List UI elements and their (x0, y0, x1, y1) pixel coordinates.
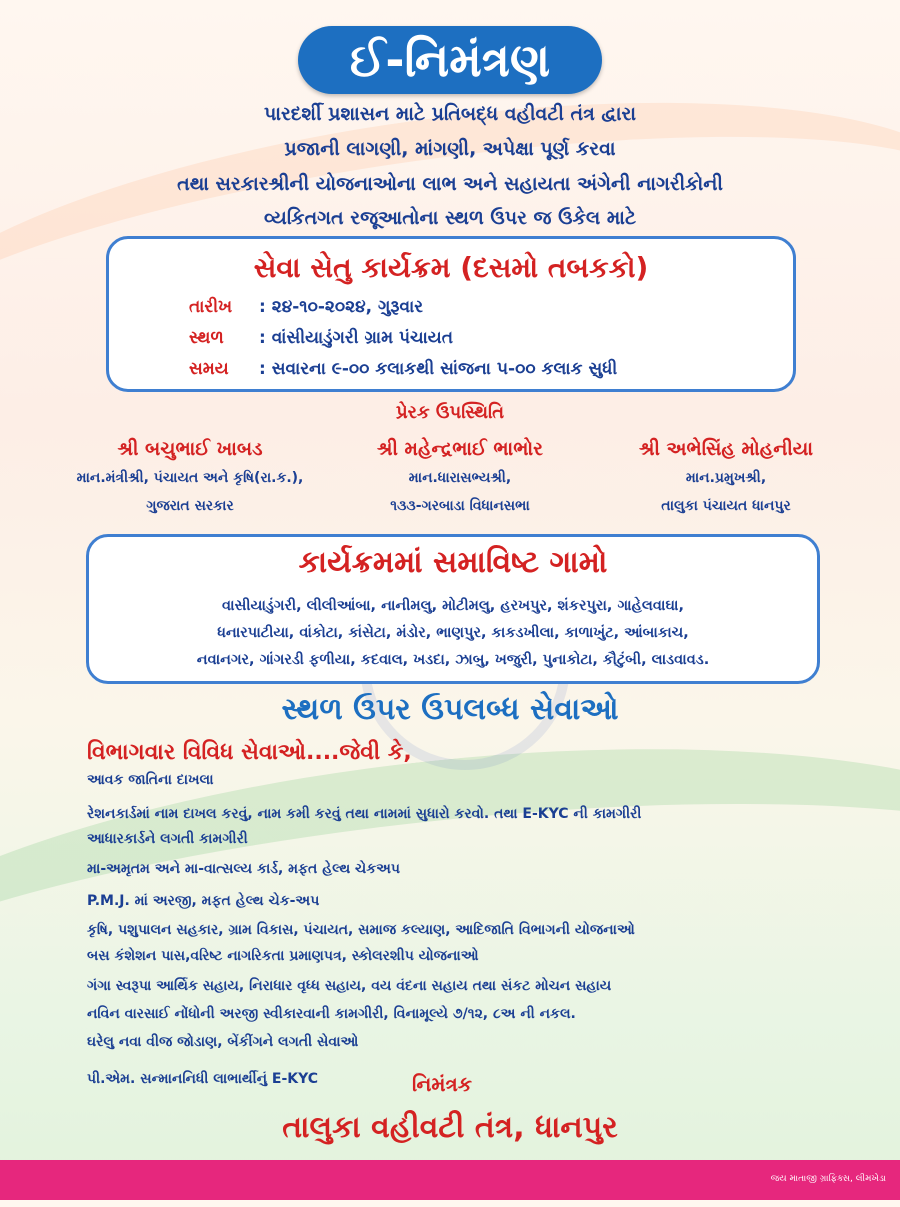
date-value: : ૨૪-૧૦-૨૦૨૪, ગુરૂવાર (259, 297, 424, 317)
event-venue-row (189, 328, 453, 348)
time-value: : સવારના ૯-૦૦ કલાકથી સાંજના ૫-૦૦ કલાક સુધી (259, 359, 618, 379)
guest-designation: માન.પ્રમુખશ્રી, (685, 470, 767, 486)
intro-line-1: પારદર્શી પ્રશાસન માટે પ્રતિબદ્ધ વહીવટી તંત્ર દ્વારા (264, 103, 636, 125)
guest-designation: ગુજરાત સરકાર (146, 498, 234, 514)
service-item: ગંગા સ્વરૂપા આર્થિક સહાય, નિરાધાર વૃધ્ધ સહાય, વય વંદના સહાય તથા સંકટ મોચન સહાય (87, 978, 612, 994)
guest-designation: ૧૩૩-ગરબાડા વિધાનસભા (390, 498, 530, 514)
intro-line-3: તથા સરકારશ્રીની યોજનાઓના લાભ અને સહાયતા અંગેની નાગરીકોની (177, 173, 723, 195)
service-item: કૃષિ, પશુપાલન સહકાર, ગ્રામ વિકાસ, પંચાયત, સમાજ કલ્યાણ, આદિજાતિ વિભાગની યોજનાઓ (87, 922, 635, 938)
page-title: ઈ-નિમંત્રણ (298, 26, 602, 94)
intro-line-2: પ્રજાની લાગણી, માંગણી, અપેક્ષા પૂર્ણ કરવા (284, 138, 616, 160)
service-item: રેશનકાર્ડમાં નામ દાખલ કરવું, નામ કમી કરવું તથા નામમાં સુધારો કરવો. તથા E-KYC ની કામગીરી (87, 806, 642, 822)
service-item: ઘરેલુ નવા વીજ જોડાણ, બેંકીંગને લગતી સેવાઓ (87, 1034, 359, 1050)
intro-line-4: વ્યકિતગત રજૂઆતોના સ્થળ ઉપર જ ઉકેલ માટે (264, 207, 636, 229)
guest-designation: માન.મંત્રીશ્રી, પંચાયત અને કૃષિ(રા.ક.), (76, 470, 304, 486)
guest-card-3 (576, 438, 876, 520)
service-item: P.M.J. માં અરજી, મફત હેલ્થ ચેક-અપ (87, 893, 320, 909)
villages-line: ધનારપાટીયા, વાંકોટા, કાંસેટા, મંડોર, ભાણપુર, કાકડખીલા, કાળાખુંટ, આંબાકાચ, (217, 625, 689, 641)
service-item: આવક જાતિના દાખલા (87, 772, 214, 788)
services-title: સ્થળ ઉપર ઉપલબ્ધ સેવાઓ (281, 692, 619, 727)
time-label: સમય (189, 359, 229, 379)
service-item: પી.એમ. સન્માનનિધી લાભાર્થીનું E-KYC (87, 1071, 319, 1087)
event-date-row (189, 297, 423, 317)
guest-name: શ્રી બચુભાઈ ખાબડ (117, 438, 263, 460)
inviter-label: નિમંત્રક (412, 1072, 472, 1096)
venue-label: સ્થળ (189, 328, 224, 348)
event-details-box (106, 236, 796, 392)
service-item: મા-અમૃતમ અને મા-વાત્સલ્ય કાર્ડ, મફત હેલ્થ ચેકઅપ (87, 861, 400, 877)
event-time-row (189, 359, 617, 379)
presence-heading: પ્રેરક ઉપસ્થિતિ (395, 402, 505, 423)
services-subtitle: વિભાગવાર વિવિધ સેવાઓ....જેવી કે, (87, 740, 412, 765)
date-label: તારીખ (189, 297, 233, 317)
footer-bar (0, 1160, 900, 1200)
villages-title: કાર્યક્રમમાં સમાવિષ્ટ ગામો (298, 545, 608, 580)
event-title: સેવા સેતુ કાર્યક્રમ (દસમો તબકકો) (253, 251, 649, 284)
guest-card-2 (310, 438, 610, 520)
venue-value: : વાંસીયાડુંગરી ગ્રામ પંચાયત (259, 328, 453, 348)
villages-line: નવાનગર, ગાંગરડી ફળીયા, કદવાલ, ખડદા, ઝાબુ, ખજુરી, પુનાકોટા, કૌટુંબી, લાડવાવડ. (196, 652, 710, 668)
service-item: નવિન વારસાઈ નોંધોની અરજી સ્વીકારવાની કામગીરી, વિનામૂલ્યે ૭/૧૨, ૮અ ની નકલ. (87, 1006, 576, 1022)
guest-designation: માન.ધારાસભ્યશ્રી, (408, 470, 512, 486)
guest-name: શ્રી મહેન્દ્રભાઈ ભાભોર (377, 438, 543, 460)
villages-box (86, 534, 820, 684)
guest-name: શ્રી અભેસિંહ મોહનીયા (638, 438, 814, 460)
designer-credit: જય માતાજી ગ્રાફિક્સ, લીમખેડા (770, 1174, 886, 1184)
service-item: આધારકાર્ડને લગતી કામગીરી (87, 831, 248, 847)
guest-card-1 (40, 438, 340, 520)
guest-designation: તાલુકા પંચાયત ધાનપુર (661, 498, 791, 514)
service-item: બસ કંશેશન પાસ,વરિષ્ટ નાગરિકતા પ્રમાણપત્ર, સ્કોલરશીપ યોજનાઓ (87, 948, 479, 964)
inviter-name: તાલુકા વહીવટી તંત્ર, ધાનપુર (282, 1110, 618, 1145)
villages-line: વાસીયાડુંગરી, લીલીઆંબા, નાનીમલુ, મોટીમલુ, હરખપુર, શંકરપુરા, ગાહેલવાઘા, (222, 598, 684, 614)
